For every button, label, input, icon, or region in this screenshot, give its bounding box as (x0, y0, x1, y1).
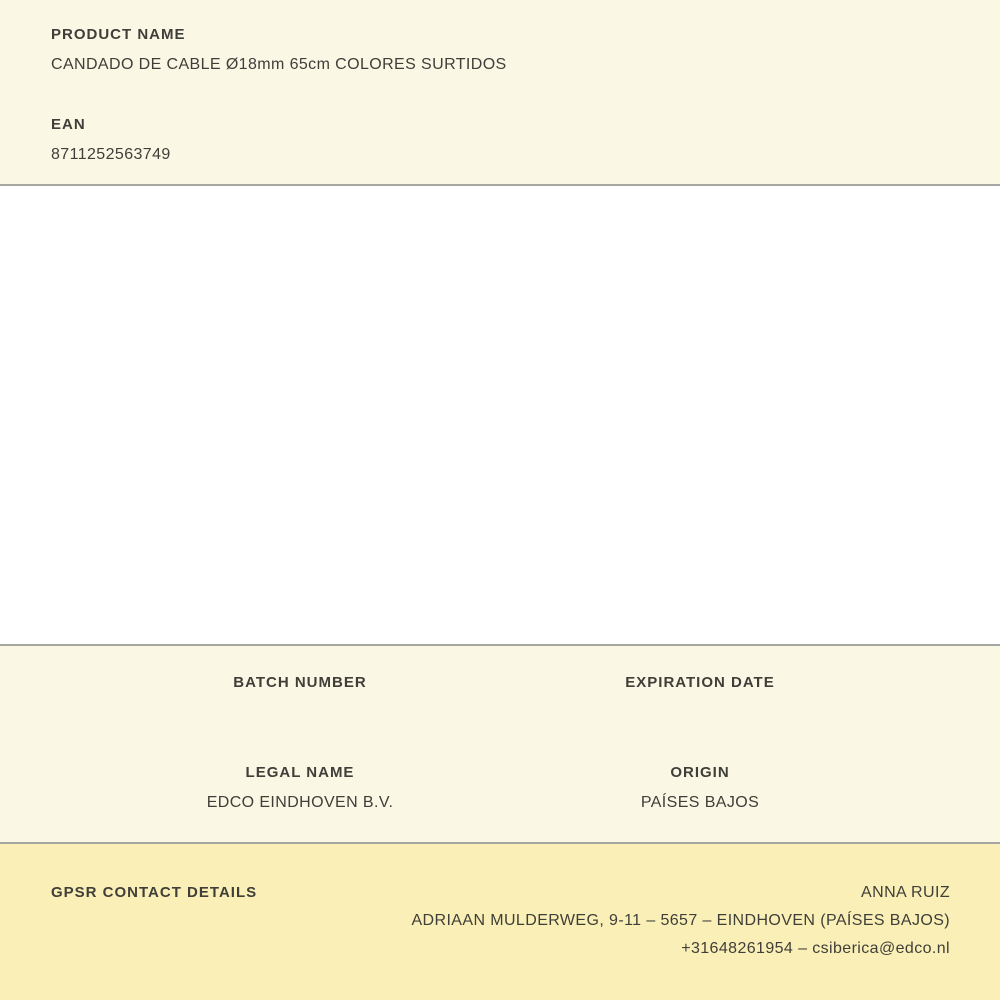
product-header-section (0, 0, 1000, 184)
ean-value: 8711252563749 (51, 146, 171, 163)
expiration-date-field (500, 674, 900, 722)
origin-value: PAÍSES BAJOS (640, 794, 760, 811)
contact-person-name: ANNA RUIZ (861, 884, 950, 901)
expiration-date-value (500, 704, 900, 722)
product-name-label: PRODUCT NAME (51, 26, 186, 43)
gpsr-contact-lines (257, 884, 950, 968)
legal-name-value: EDCO EINDHOVEN B.V. (206, 794, 394, 811)
origin-label: ORIGIN (670, 764, 730, 781)
gpsr-contact-heading: GPSR CONTACT DETAILS (51, 884, 258, 901)
contact-address: ADRIAAN MULDERWEG, 9-11 – 5657 – EINDHOVEN (PAÍSES BAJOS) (411, 912, 950, 929)
gpsr-contact-section (0, 844, 1000, 1000)
ean-label: EAN (51, 116, 86, 133)
product-details-section (0, 646, 1000, 842)
product-image-area (0, 186, 1000, 644)
details-grid (100, 674, 900, 812)
legal-name-label: LEGAL NAME (245, 764, 355, 781)
details-row-batch-expiration (100, 674, 900, 722)
legal-name-field (100, 764, 500, 812)
details-row-legal-origin (100, 764, 900, 812)
origin-field (500, 764, 900, 812)
product-name-value: CANDADO DE CABLE Ø18mm 65cm COLORES SURTIDOS (51, 56, 507, 73)
batch-number-value (100, 704, 500, 722)
batch-number-label: BATCH NUMBER (233, 674, 367, 691)
expiration-date-label: EXPIRATION DATE (625, 674, 775, 691)
batch-number-field (100, 674, 500, 722)
contact-phone-email: +31648261954 – csiberica@edco.nl (681, 940, 950, 957)
